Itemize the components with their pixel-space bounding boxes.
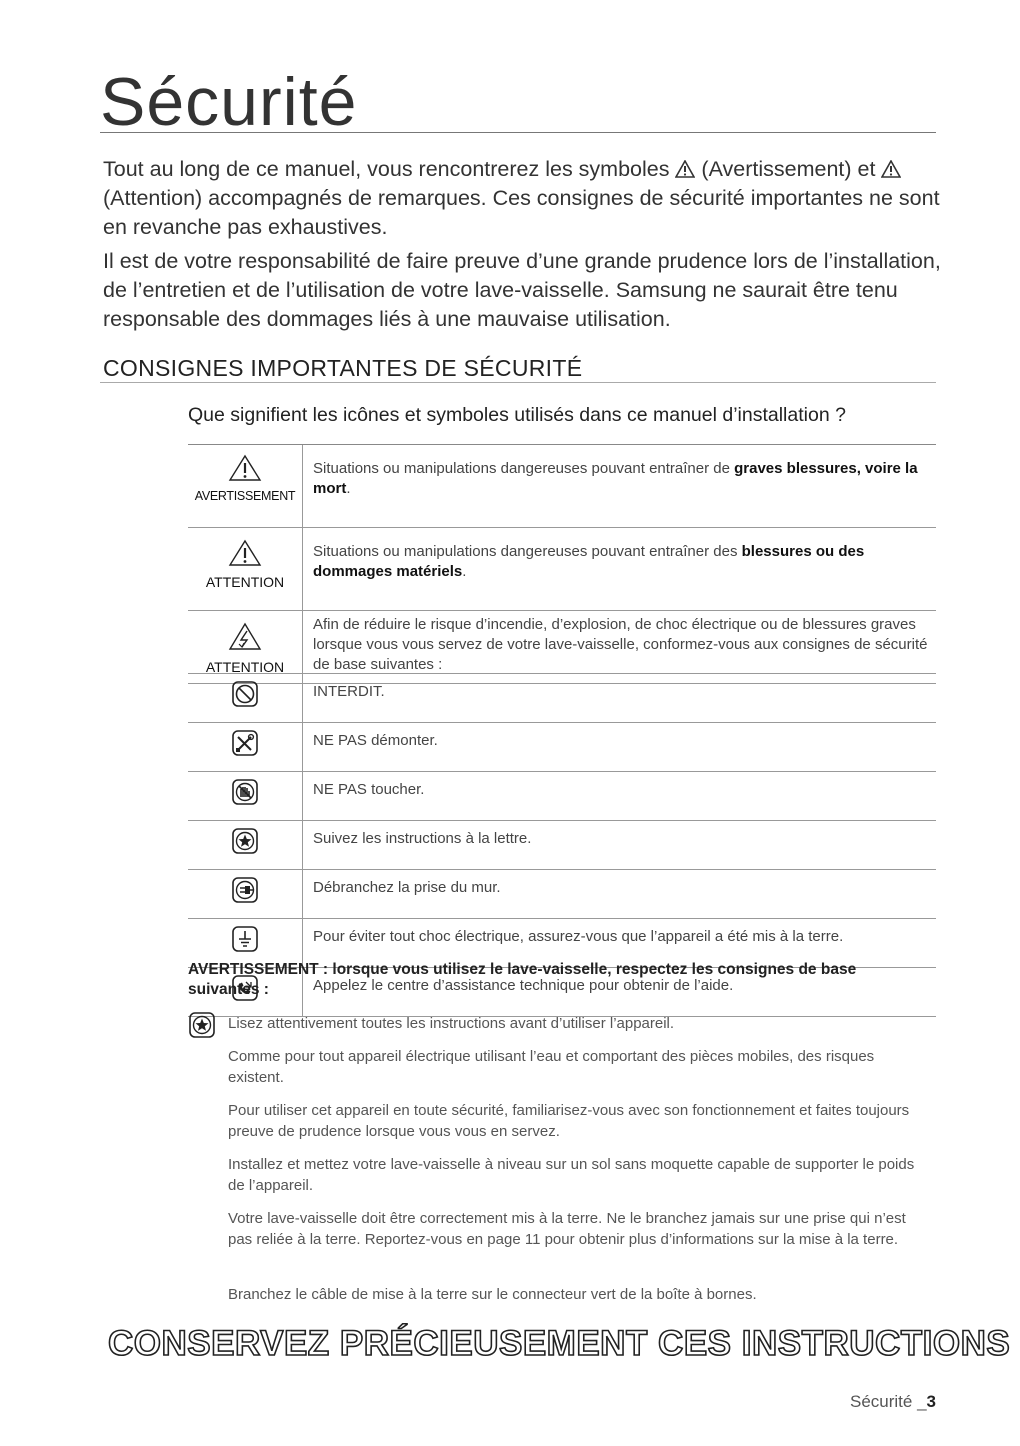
description-text: . — [346, 480, 351, 497]
icon-description: Débranchez la prise du mur. — [303, 870, 937, 919]
prohibited-icon — [231, 680, 259, 708]
warning-triangle-icon — [228, 454, 262, 482]
caution-triangle-icon — [881, 160, 901, 178]
table-row — [188, 821, 936, 870]
intro-text: (Avertissement) et — [695, 157, 882, 181]
symbol-cell — [188, 528, 303, 611]
symbol-cell — [188, 445, 303, 528]
icon-description: Pour éviter tout choc électrique, assurez-vous que l’appareil a été mis à la terre. — [303, 919, 937, 968]
intro-text: Tout au long de ce manuel, vous rencontrerez les symboles — [103, 157, 676, 181]
safety-paragraph: Votre lave-vaisselle doit être correctement mis à la terre. Ne le branchez jamais sur une prise qui n’est pas reliée à la terre. Reportez-vous en page 11 pour obtenir plus d’informations sur la mise à la terre. — [228, 1210, 906, 1248]
icon-description: Suivez les instructions à la lettre. — [303, 821, 937, 870]
description-text: Situations ou manipulations dangereuses pouvant entraîner des — [313, 543, 742, 560]
warning-triangle-icon — [675, 160, 695, 178]
symbol-label: ATTENTION — [205, 574, 285, 590]
table-row — [188, 528, 936, 611]
symbols-table — [188, 445, 936, 684]
safety-paragraph: Pour utiliser cet appareil en toute sécurité, familiarisez-vous avec son fonctionnement et faites toujours preuve de prudence lorsque vous vous en servez. — [228, 1102, 910, 1140]
description-bold: blessures ou des dommages matériels — [313, 543, 865, 580]
symbol-label: AVERTISSEMENT — [194, 489, 296, 503]
icon-cell — [188, 674, 303, 723]
icon-description: NE PAS toucher. — [303, 772, 937, 821]
page-title: Sécurité — [100, 64, 358, 140]
do-not-disassemble-icon — [231, 729, 259, 757]
symbol-label: ATTENTION — [205, 659, 285, 675]
icon-cell — [188, 821, 303, 870]
title-divider — [100, 132, 936, 133]
icon-cell — [188, 723, 303, 772]
follow-instructions-icon — [231, 827, 259, 855]
intro-paragraph-1 — [103, 155, 943, 242]
safety-paragraph: Branchez le câble de mise à la terre sur le connecteur vert de la boîte à bornes. — [228, 1286, 757, 1303]
intro-paragraph-2: Il est de votre responsabilité de faire preuve d’une grande prudence lors de l’installation, de l’entretien et de l’utilisation de votre lave-vaisselle. Samsung ne saurait être tenu responsable des dommages liés à une mauvaise utilisation. — [103, 249, 941, 331]
table-row — [188, 674, 936, 723]
page-label: Sécurité _ — [849, 1392, 927, 1411]
section-heading: CONSIGNES IMPORTANTES DE SÉCURITÉ — [103, 355, 583, 381]
warning-heading: AVERTISSEMENT : lorsque vous utilisez le lave-vaisselle, respectez les consignes de base suivantes : — [188, 961, 857, 998]
safety-paragraph: Comme pour tout appareil électrique utilisant l’eau et comportant des pièces mobiles, des risques existent. — [228, 1048, 875, 1086]
description-bold: graves blessures, voire la mort — [313, 460, 918, 497]
caution-triangle-icon — [228, 539, 262, 567]
section-divider — [100, 382, 936, 383]
icon-cell — [188, 870, 303, 919]
table-row — [188, 445, 936, 528]
description-text: . — [462, 563, 467, 580]
intro-text: (Attention) accompagnés de remarques. Ces consignes de sécurité importantes ne sont en revanche pas exhaustives. — [103, 186, 940, 239]
table-row — [188, 870, 936, 919]
safety-paragraph: Installez et mettez votre lave-vaisselle à niveau sur un sol sans moquette capable de supporter le poids de l’appareil. — [228, 1156, 915, 1194]
question-heading: Que signifient les icônes et symboles utilisés dans ce manuel d’installation ? — [188, 404, 846, 426]
table-row — [188, 772, 936, 821]
footer-title: CONSERVEZ PRÉCIEUSEMENT CES INSTRUCTIONS — [108, 1324, 1011, 1363]
icon-description: INTERDIT. — [303, 674, 937, 723]
page-number-value: 3 — [926, 1392, 936, 1411]
page-number — [850, 1392, 936, 1412]
table-row — [188, 723, 936, 772]
follow-instructions-icon — [188, 1011, 216, 1039]
icon-description: Appelez le centre d’assistance technique pour obtenir de l’aide. — [303, 968, 937, 1017]
unplug-icon — [231, 876, 259, 904]
description-text: Afin de réduire le risque d’incendie, d’explosion, de choc électrique ou de blessures graves lorsque vous vous servez de votre lave-vaisselle, conformez-vous aux consignes de sécurité de base suivantes : — [313, 616, 928, 673]
safety-paragraph: Lisez attentivement toutes les instructions avant d’utiliser l’appareil. — [228, 1015, 675, 1032]
symbol-description — [303, 445, 937, 528]
symbol-description — [303, 528, 937, 611]
icon-cell — [188, 772, 303, 821]
icon-description: NE PAS démonter. — [303, 723, 937, 772]
description-text: Situations ou manipulations dangereuses pouvant entraîner de — [313, 460, 735, 477]
ground-icon — [231, 925, 259, 953]
do-not-touch-icon — [231, 778, 259, 806]
electric-shock-triangle-icon — [228, 622, 262, 652]
